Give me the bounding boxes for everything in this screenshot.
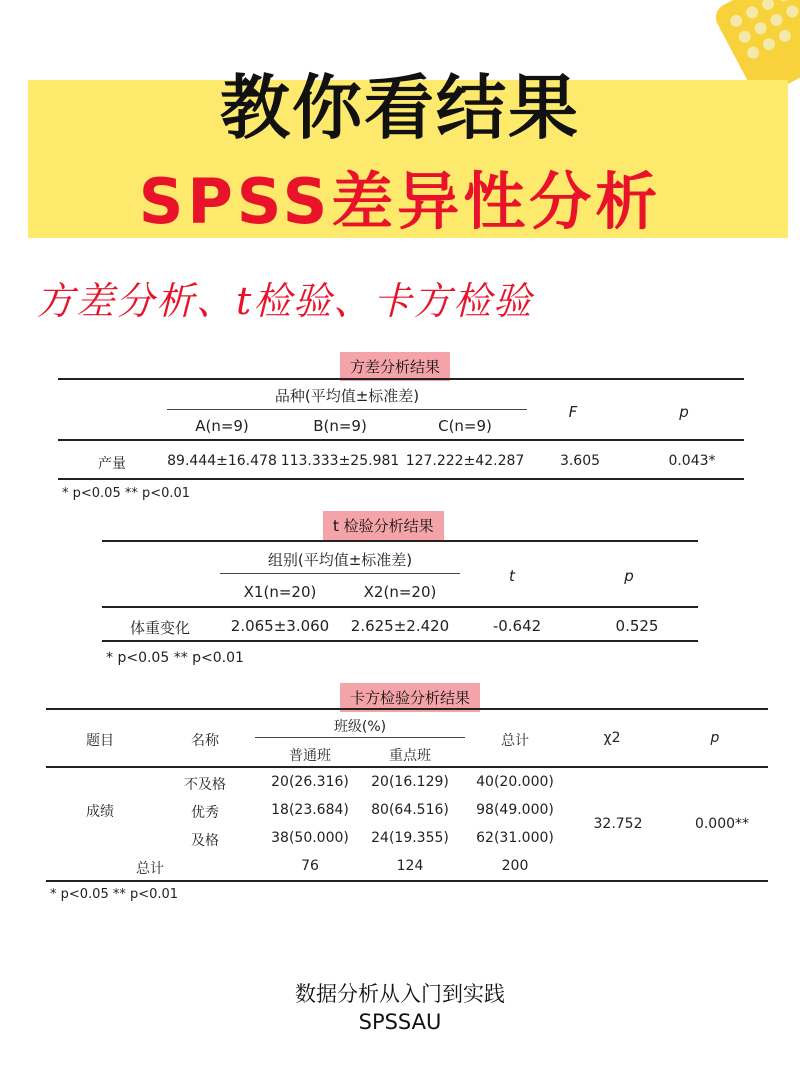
chisq-group-header: 班级(%) (333, 719, 387, 735)
anova-col-a: A(n=9) (195, 417, 249, 435)
ttest-value-x1: 2.065±3.060 (230, 617, 330, 635)
chisq-col-p: p (710, 730, 720, 746)
chisq-row-normal: 18(23.684) (271, 802, 349, 818)
ttest-group-header: 组别(平均值±标准差) (267, 551, 413, 569)
anova-top-rule (58, 378, 744, 380)
ttest-row-label: 体重变化 (129, 619, 191, 637)
chisq-col-name: 名称 (191, 733, 219, 749)
anova-bottom-rule (58, 478, 744, 480)
chisq-value-chi: 32.752 (593, 816, 643, 832)
chisq-note: * p<0.05 ** p<0.01 (50, 887, 179, 902)
anova-group-rule (167, 409, 527, 410)
chisq-sum-key: 124 (396, 858, 424, 874)
chisq-value-p: 0.000** (694, 816, 750, 832)
ttest-bottom-rule (102, 640, 698, 642)
ttest-value-x2: 2.625±2.420 (350, 617, 450, 635)
ttest-col-t: t (509, 567, 515, 585)
anova-value-p: 0.043* (668, 453, 716, 469)
chisq-col-chi: χ2 (603, 730, 621, 746)
ttest-value-t: -0.642 (492, 617, 542, 635)
ttest-top-rule (102, 540, 698, 542)
ttest-col-p: p (624, 567, 634, 585)
chisq-row-key: 80(64.516) (371, 802, 449, 818)
anova-value-b: 113.333±25.981 (280, 453, 400, 469)
anova-value-f: 3.605 (559, 453, 601, 469)
footer-brand: SPSSAU (358, 1010, 442, 1034)
chisq-col-normal: 普通班 (289, 748, 331, 764)
ttest-mid-rule (102, 606, 698, 608)
anova-caption: 方差分析结果 (340, 352, 450, 381)
chisq-col-key: 重点班 (389, 748, 431, 764)
chisq-caption: 卡方检验分析结果 (340, 683, 480, 712)
chisq-row-total: 62(31.000) (476, 830, 554, 846)
chisq-row-name: 优秀 (191, 805, 219, 821)
chisq-row-normal: 20(26.316) (271, 774, 349, 790)
anova-mid-rule (58, 439, 744, 441)
chisq-row-normal: 38(50.000) (271, 830, 349, 846)
ttest-note: * p<0.05 ** p<0.01 (106, 650, 244, 666)
chisq-sum-normal: 76 (301, 858, 319, 874)
ttest-value-p: 0.525 (615, 617, 659, 635)
anova-value-c: 127.222±42.287 (405, 453, 525, 469)
anova-col-p: p (679, 403, 689, 421)
anova-note: * p<0.05 ** p<0.01 (62, 486, 191, 501)
anova-col-f: F (568, 403, 578, 421)
chisq-col-total: 总计 (501, 733, 529, 749)
chisq-mid-rule (46, 766, 768, 768)
chisq-row-name: 不及格 (184, 777, 226, 793)
ttest-col-x1: X1(n=20) (243, 583, 317, 601)
chisq-row-total: 98(49.000) (476, 802, 554, 818)
anova-group-header: 品种(平均值±标准差) (274, 387, 420, 405)
anova-value-a: 89.444±16.478 (167, 453, 277, 469)
page-subtitle: 方差分析、t检验、卡方检验 (36, 279, 534, 323)
chisq-sum-total: 200 (501, 858, 529, 874)
page-title: 教你看结果 (220, 67, 580, 149)
footer-tagline: 数据分析从入门到实践 (295, 982, 505, 1006)
ttest-col-x2: X2(n=20) (363, 583, 437, 601)
chisq-bottom-rule (46, 880, 768, 882)
chisq-row-total: 40(20.000) (476, 774, 554, 790)
chisq-row-name: 及格 (191, 833, 219, 849)
chisq-row-key: 24(19.355) (371, 830, 449, 846)
page-title-red: SPSS差异性分析 (138, 165, 662, 238)
anova-col-b: B(n=9) (313, 417, 367, 435)
ttest-caption: t 检验分析结果 (323, 511, 444, 540)
chisq-topic: 成绩 (86, 804, 114, 820)
chisq-sum-label: 总计 (136, 861, 164, 877)
chisq-top-rule (46, 708, 768, 710)
anova-col-c: C(n=9) (438, 417, 492, 435)
chisq-row-key: 20(16.129) (371, 774, 449, 790)
ttest-group-rule (220, 573, 460, 574)
anova-row-label: 产量 (98, 456, 126, 472)
chisq-group-rule (255, 737, 465, 738)
chisq-col-topic: 题目 (86, 733, 114, 749)
